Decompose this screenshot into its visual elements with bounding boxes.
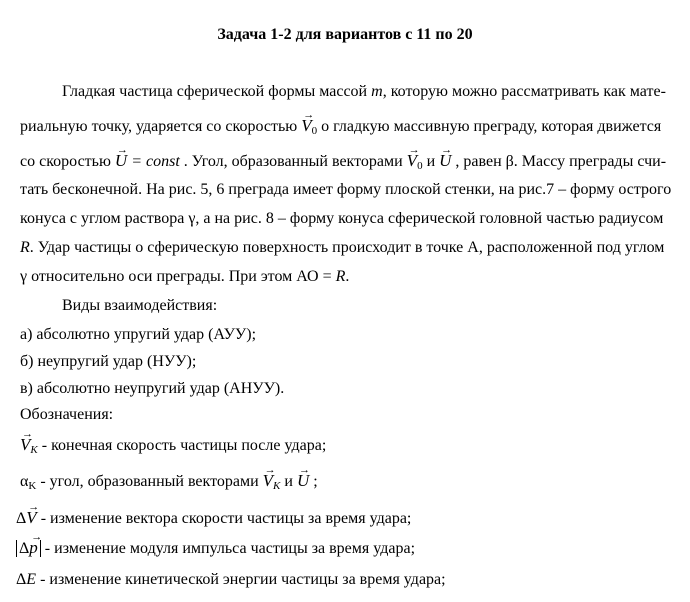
notation-item-dp <box>16 538 415 559</box>
subscript: K <box>28 480 37 492</box>
math-m: m <box>371 83 383 100</box>
text: - конечная скорость частицы после удара; <box>37 437 327 454</box>
math-r: R <box>20 239 30 256</box>
notation-heading: Обозначения: <box>20 406 114 423</box>
symbol-delta: Δ <box>19 540 30 557</box>
paragraph-line <box>62 82 666 102</box>
interaction-item: б) неупругий удар (НУУ); <box>20 353 197 370</box>
vector-vk: → V <box>263 471 273 491</box>
notation-item-dv <box>16 508 411 529</box>
math-const: = const <box>127 153 180 170</box>
vector-u: → U <box>439 151 451 171</box>
interaction-item: а) абсолютно упругий удар (АУУ); <box>20 326 257 343</box>
paragraph-line: тать бесконечной. На рис. 5, 6 преграда имеет форму плоской стенки, на рис.7 – форму острого <box>20 181 672 198</box>
symbol-alpha: α <box>20 473 29 490</box>
abs-delta-p <box>16 540 41 557</box>
vector-v: → V <box>26 508 36 528</box>
subscript: 0 <box>311 125 318 137</box>
subscript: K <box>30 444 38 456</box>
text: - изменение вектора скорости частицы за время удара; <box>36 510 412 527</box>
math-e: E <box>26 571 37 588</box>
vector-vk: → V <box>20 435 30 455</box>
text: - изменение модуля импульса частицы за время удара; <box>40 540 416 557</box>
text: и <box>280 473 297 490</box>
math-r: R <box>335 268 346 285</box>
text: со скоростью <box>20 153 115 170</box>
notation-item-alpha <box>20 471 318 496</box>
paragraph-line <box>20 267 349 287</box>
symbol-delta: Δ <box>16 510 27 527</box>
text: - изменение кинетической энергии частицы за время удара; <box>36 571 446 588</box>
interaction-item: в) абсолютно неупругий удар (АНУУ). <box>20 380 285 397</box>
text: и <box>422 153 440 170</box>
text: γ относительно оси преграды. При этом АО = <box>20 268 336 285</box>
interactions-heading: Виды взаимодействия: <box>62 297 218 314</box>
paragraph-line: конуса с углом раствора γ, а на рис. 8 – форму конуса сферической головной частью радиусом <box>20 210 664 227</box>
text: о гладкую массивную преграду, которая движется <box>317 118 662 135</box>
text: , которую можно рассматривать как мате- <box>382 83 666 100</box>
task-title: Задача 1-2 для вариантов с 11 по 20 <box>217 26 473 43</box>
vector-v0: → V <box>407 151 417 171</box>
text: . <box>345 268 350 285</box>
notation-item-vk <box>20 435 326 460</box>
text: Гладкая частица сферической формы массой <box>62 83 372 100</box>
text: . Угол, образованный векторами <box>179 153 407 170</box>
paragraph-line <box>20 116 661 141</box>
vector-u: → U <box>297 471 309 491</box>
symbol-delta: Δ <box>16 571 27 588</box>
text: , равен β. Массу преграды счи- <box>451 153 667 170</box>
vector-p: → p <box>29 538 38 558</box>
text: ; <box>309 473 318 490</box>
subscript: 0 <box>417 160 423 172</box>
paragraph-line <box>20 238 664 258</box>
text: риальную точку, ударяется со скоростью <box>20 118 302 135</box>
subscript: K <box>273 480 281 492</box>
text: - угол, образованный векторами <box>36 473 263 490</box>
paragraph-line <box>20 151 666 176</box>
vector-u: → U <box>115 151 127 171</box>
notation-item-de <box>16 570 446 590</box>
vector-v0: → V <box>301 116 311 136</box>
text: . Удар частицы о сферическую поверхность происходит в точке А, расположенной под углом <box>29 239 665 256</box>
